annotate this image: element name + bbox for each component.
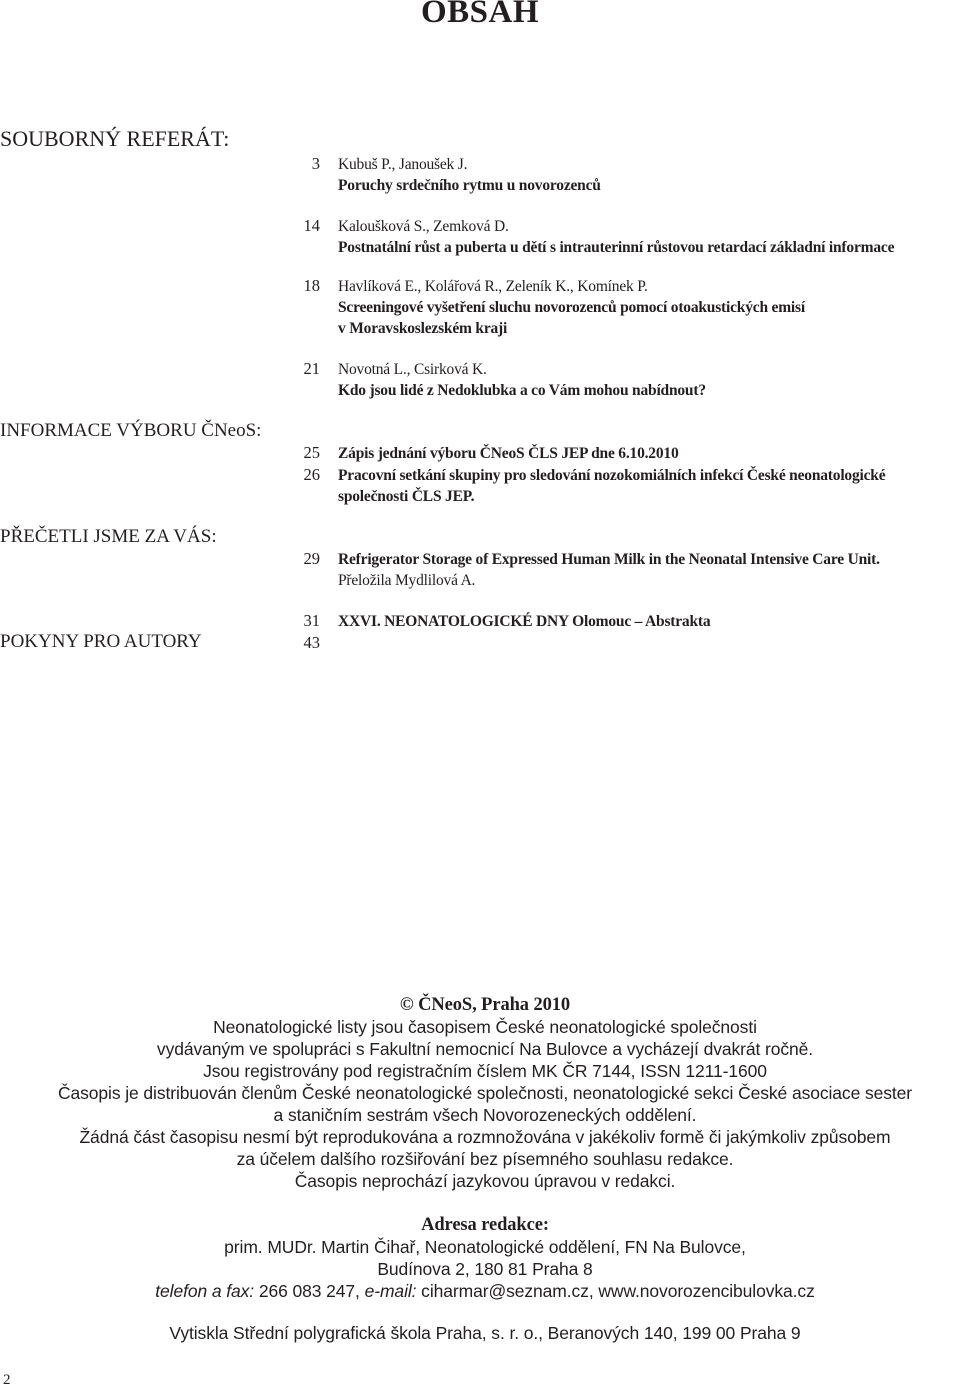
entry-authors: Kubuš P., Janoušek J. [338, 156, 468, 173]
email-value[interactable]: ciharmar@seznam.cz, www.novorozencibulovka.cz [421, 1281, 815, 1301]
entry-page-number: 25 [303, 443, 320, 462]
colophon-line: Žádná část časopisu nesmí být reprodukována a rozmnožována v jakékoliv formě či jakýmkoliv způsobem [79, 1127, 891, 1147]
entry-title: Kdo jsou lidé z Nedoklubka a co Vám mohou nabídnout? [338, 382, 706, 399]
address-heading: Adresa redakce: [421, 1215, 549, 1235]
entry-title: Zápis jednání výboru ČNeoS ČLS JEP dne 6.10.2010 [338, 445, 679, 462]
entry-title: Pracovní setkání skupiny pro sledování nozokomiálních infekcí České neonatologické [338, 467, 886, 484]
colophon-line: Jsou registrovány pod registračním číslem MK ČR 7144, ISSN 1211-1600 [203, 1061, 767, 1081]
entry-translator: Přeložila Mydlilová A. [338, 572, 476, 589]
entry-page-number: 3 [311, 154, 320, 173]
section-soubor: SOUBORNÝ REFERÁT: [0, 126, 230, 151]
contact-line [0, 1280, 960, 1302]
entry-page-number: 21 [303, 359, 320, 378]
entry-page-number: 43 [303, 633, 320, 652]
entry-authors: Kaloušková S., Zemková D. [338, 218, 509, 235]
printer-line: Vytiskla Střední polygrafická škola Praha, s. r. o., Beranových 140, 199 00 Praha 9 [169, 1323, 801, 1343]
phone-value: 266 083 247, [258, 1281, 360, 1301]
entry-title: Postnatální růst a puberta u dětí s intrauterinní růstovou retardací základní informace [338, 239, 895, 256]
page-title: OBSAH [420, 0, 540, 30]
entry-page-number: 14 [303, 216, 320, 235]
entry-page-number: 31 [303, 611, 320, 630]
phone-label: telefon a fax: [155, 1281, 255, 1301]
entry-page-number: 26 [303, 465, 320, 484]
colophon-line: Časopis neprochází jazykovou úpravou v redakci. [294, 1171, 676, 1191]
colophon-line: Neonatologické listy jsou časopisem České neonatologické společnosti [213, 1017, 757, 1037]
entry-title: Screeningové vyšetření sluchu novorozenců pomocí otoakustických emisí [338, 299, 805, 316]
email-label: e-mail: [364, 1281, 417, 1301]
colophon-line: a staničním sestrám všech Novorozeneckých oddělení. [273, 1105, 697, 1125]
colophon [0, 994, 960, 1192]
entry-title: XXVI. NEONATOLOGICKÉ DNY Olomouc – Abstrakta [338, 613, 711, 630]
address-line: prim. MUDr. Martin Čihař, Neonatologické oddělení, FN Na Bulovce, [224, 1237, 746, 1257]
page-number: 2 [3, 1372, 11, 1388]
printer-info [0, 1322, 960, 1344]
entry-authors: Havlíková E., Kolářová R., Zeleník K., Komínek P. [338, 278, 648, 295]
entry-title: společnosti ČLS JEP. [338, 488, 475, 505]
entry-title: v Moravskoslezském kraji [338, 320, 508, 337]
address-line: Budínova 2, 180 81 Praha 8 [377, 1259, 593, 1279]
entry-page-number: 18 [303, 276, 320, 295]
section-precetli: PŘEČETLI JSME ZA VÁS: [0, 526, 217, 547]
entry-authors: Novotná L., Csirková K. [338, 361, 487, 378]
entry-page-number: 29 [303, 549, 320, 568]
editorial-address [0, 1214, 960, 1302]
copyright-line: © ČNeoS, Praha 2010 [399, 995, 571, 1015]
colophon-line: Časopis je distribuován členům České neonatologické společnosti, neonatologické sekci České asociace sester [57, 1083, 913, 1103]
colophon-line: vydávaným ve spolupráci s Fakultní nemocnicí Na Bulovce a vycházejí dvakrát ročně. [156, 1039, 814, 1059]
section-pokyny: POKYNY PRO AUTORY [0, 631, 202, 652]
entry-title: Refrigerator Storage of Expressed Human Milk in the Neonatal Intensive Care Unit. [338, 551, 880, 568]
section-informace: INFORMACE VÝBORU ČNeoS: [0, 420, 262, 441]
colophon-line: za účelem dalšího rozšiřování bez písemného souhlasu redakce. [236, 1149, 734, 1169]
entry-title: Poruchy srdečního rytmu u novorozenců [338, 177, 601, 194]
